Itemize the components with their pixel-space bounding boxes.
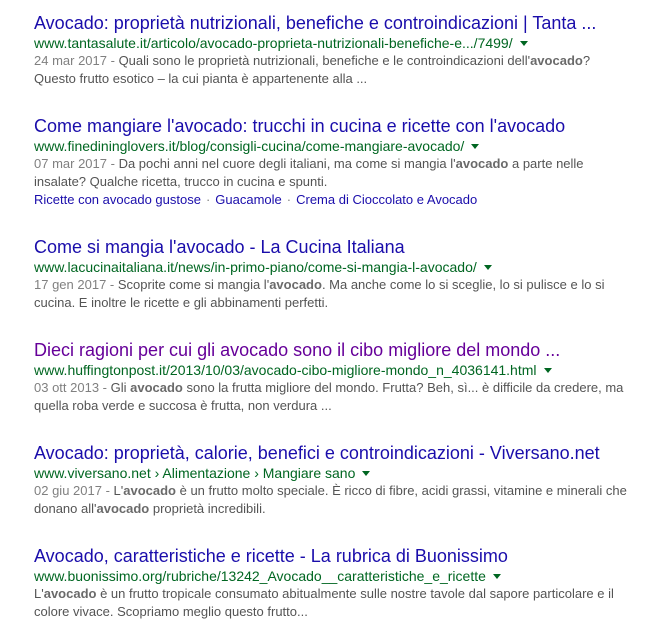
sitelink-guacamole[interactable]: Guacamole xyxy=(215,192,282,207)
result-url-line xyxy=(34,464,654,482)
snippet-text: a parte nelle insalate? Qualche ricetta, trucco in cucina e spunti. xyxy=(34,156,584,189)
result-title-link[interactable]: Avocado: proprietà, calorie, benefici e controindicazioni - Viversano.net xyxy=(34,443,600,463)
date-dash: - xyxy=(99,380,111,395)
snippet-keyword: avocado xyxy=(123,483,176,498)
result-snippet xyxy=(34,276,634,312)
sitelink-ricette-avocado[interactable]: Ricette con avocado gustose xyxy=(34,192,201,207)
sitelink-separator: · xyxy=(286,192,292,207)
result-url: www.lacucinaitaliana.it/news/in-primo-piano/come-si-mangia-l-avocado/ xyxy=(34,259,477,275)
result-date: 17 gen 2017 xyxy=(34,277,107,292)
snippet-text: L' xyxy=(34,586,44,601)
result-url-line xyxy=(34,258,654,276)
result-title-link[interactable]: Come si mangia l'avocado - La Cucina Italiana xyxy=(34,237,405,257)
snippet-text: Scoprite come si mangia l' xyxy=(117,277,270,292)
result-snippet xyxy=(34,585,634,621)
dropdown-arrow-icon[interactable] xyxy=(493,574,501,579)
dropdown-arrow-icon[interactable] xyxy=(484,265,492,270)
result-sitelinks xyxy=(34,191,654,209)
snippet-text: Da pochi anni nel cuore degli italiani, ma come si mangia l' xyxy=(118,156,456,171)
dropdown-arrow-icon[interactable] xyxy=(471,144,479,149)
dropdown-arrow-icon[interactable] xyxy=(544,368,552,373)
snippet-text: proprietà incredibili. xyxy=(149,501,266,516)
snippet-text: ? Questo frutto esotico – la cui pianta è appartenente alla ... xyxy=(34,53,591,86)
snippet-keyword: avocado xyxy=(455,156,509,171)
result-url: www.tantasalute.it/articolo/avocado-proprieta-nutrizionali-benefiche-e.../7499/ xyxy=(34,35,513,51)
result-url-breadcrumb: www.viversano.net › Alimentazione › Mangiare sano xyxy=(34,465,356,481)
result-title-link[interactable]: Avocado: proprietà nutrizionali, benefiche e controindicazioni | Tanta ... xyxy=(34,13,597,33)
snippet-text: . Ma anche come lo si sceglie, lo si pulisce e lo si cucina. E inoltre le ricette e gli abbinamenti perfetti. xyxy=(34,277,605,310)
snippet-keyword: avocado xyxy=(130,380,183,395)
result-title-link[interactable]: Come mangiare l'avocado: trucchi in cucina e ricette con l'avocado xyxy=(34,116,566,136)
dropdown-arrow-icon[interactable] xyxy=(520,41,528,46)
result-title-link-visited[interactable]: Dieci ragioni per cui gli avocado sono il cibo migliore del mondo ... xyxy=(34,340,561,360)
snippet-keyword: avocado xyxy=(530,53,583,68)
search-result-viversano xyxy=(34,442,654,518)
snippet-keyword: avocado xyxy=(269,277,322,292)
date-dash: - xyxy=(107,53,119,68)
snippet-text: è un frutto tropicale consumato abitualmente sulle nostre tavole dal sapore particolare e il colore vivace. Scopriamo meglio questo frutto... xyxy=(34,586,614,619)
result-url: www.finedininglovers.it/blog/consigli-cucina/come-mangiare-avocado/ xyxy=(34,138,465,154)
date-dash: - xyxy=(106,277,118,292)
search-result-lacucinaitaliana xyxy=(34,236,654,312)
result-date: 24 mar 2017 xyxy=(34,53,107,68)
snippet-text: sono la frutta migliore del mondo. Frutta? Beh, sì... è difficile da credere, ma quella roba verde e succosa è frutta, non verdura ... xyxy=(34,380,624,413)
search-results xyxy=(34,0,654,621)
result-date: 07 mar 2017 xyxy=(34,156,107,171)
result-snippet xyxy=(34,482,634,518)
dropdown-arrow-icon[interactable] xyxy=(362,471,370,476)
search-result-huffingtonpost xyxy=(34,339,654,415)
sitelink-crema-cioccolato[interactable]: Crema di Cioccolato e Avocado xyxy=(296,192,478,207)
search-result-finedininglovers xyxy=(34,115,654,209)
result-url-line xyxy=(34,567,654,585)
result-snippet xyxy=(34,155,634,191)
snippet-text: L' xyxy=(113,483,124,498)
date-dash: - xyxy=(101,483,114,498)
snippet-text: Quali sono le proprietà nutrizionali, benefiche e le controindicazioni dell' xyxy=(118,53,531,68)
snippet-text: Gli xyxy=(110,380,131,395)
result-date: 02 giu 2017 xyxy=(34,483,102,498)
search-result-tantasalute xyxy=(34,12,654,88)
snippet-keyword: avocado xyxy=(96,501,150,516)
result-url-line xyxy=(34,34,654,52)
result-url-line xyxy=(34,361,654,379)
date-dash: - xyxy=(107,156,119,171)
snippet-text: è un frutto molto speciale. È ricco di fibre, acidi grassi, vitamine e minerali che donano all' xyxy=(34,483,627,516)
result-snippet xyxy=(34,379,634,415)
search-result-buonissimo xyxy=(34,545,654,621)
result-date: 03 ott 2013 xyxy=(34,380,100,395)
result-url: www.huffingtonpost.it/2013/10/03/avocado-cibo-migliore-mondo_n_4036141.html xyxy=(34,362,537,378)
result-title-link[interactable]: Avocado, caratteristiche e ricette - La rubrica di Buonissimo xyxy=(34,546,508,566)
result-url-line xyxy=(34,137,654,155)
result-snippet xyxy=(34,52,634,88)
snippet-keyword: avocado xyxy=(43,586,97,601)
sitelink-separator: · xyxy=(205,192,211,207)
result-url: www.buonissimo.org/rubriche/13242_Avocado__caratteristiche_e_ricette xyxy=(34,568,486,584)
